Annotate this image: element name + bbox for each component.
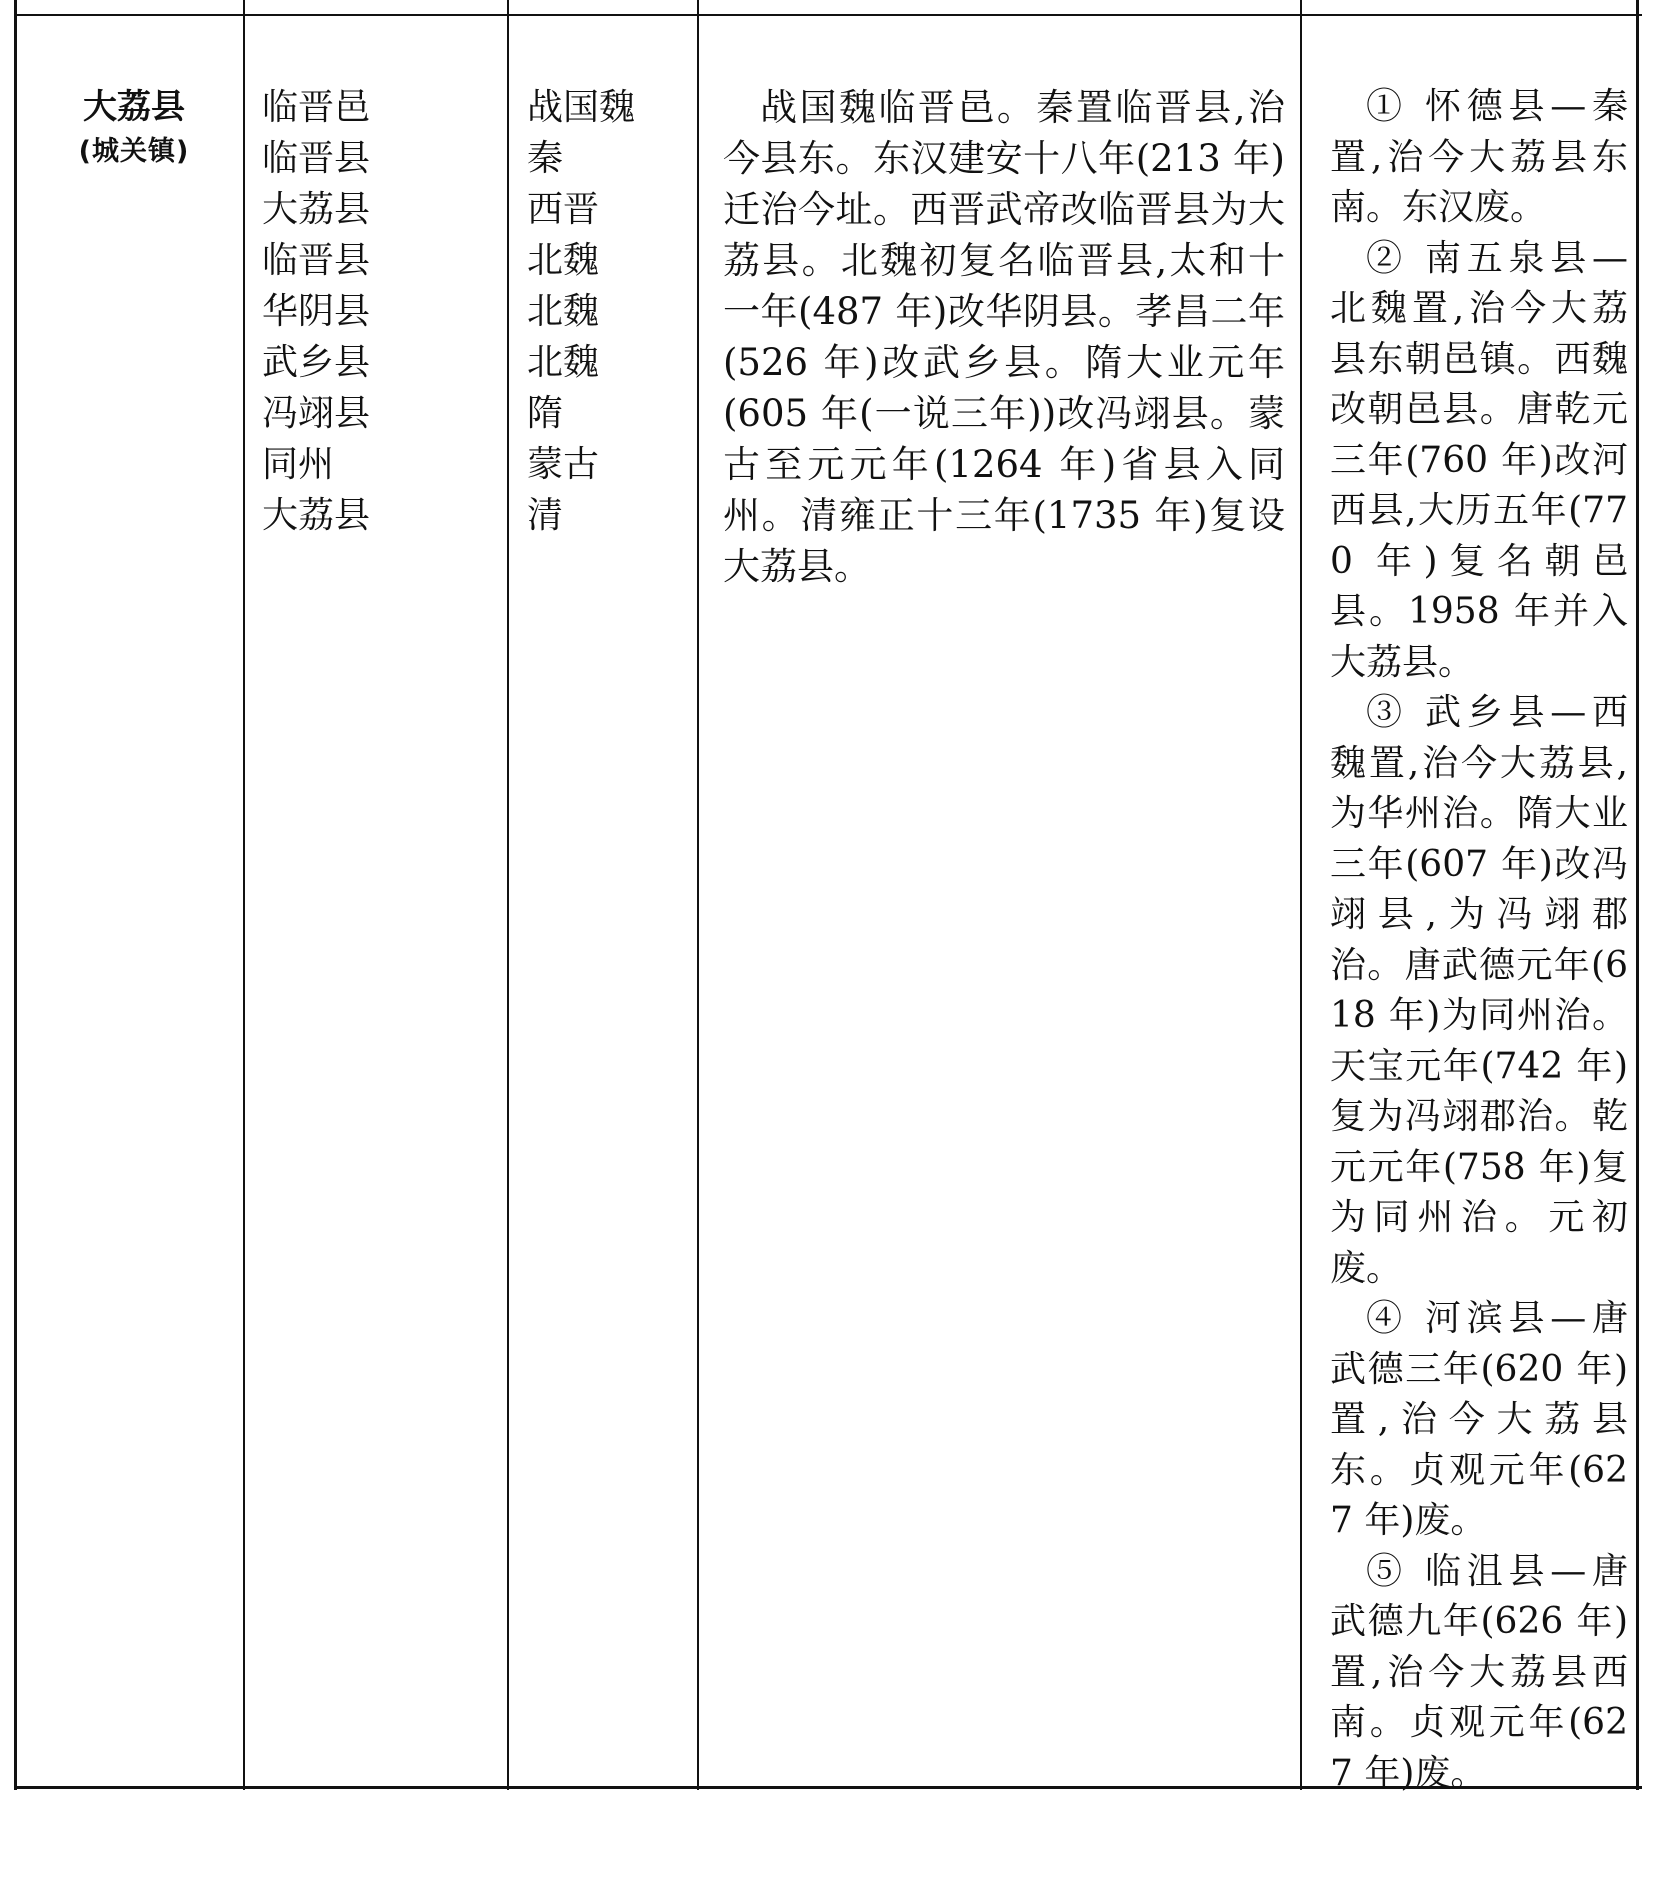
historical-name: 同州 <box>262 444 335 485</box>
historical-name: 临晋县 <box>262 240 371 281</box>
notes-cell <box>1330 0 1628 1882</box>
dynasty: 北魏 <box>527 342 600 383</box>
dynasty: 清 <box>527 495 564 536</box>
dynasty: 秦 <box>527 138 564 179</box>
dynasty: 北魏 <box>527 291 600 332</box>
column-divider-4 <box>1300 0 1302 1790</box>
dynasty: 北魏 <box>527 240 600 281</box>
note-item: ① 怀德县—秦置,治今大荔县东南。东汉废。 <box>1330 86 1628 228</box>
note-item: ⑤ 临沮县—唐武德九年(626 年)置,治今大荔县西南。贞观元年(627 年)废。 <box>1330 1550 1628 1794</box>
note-item: ④ 河滨县—唐武德三年(620 年)置,治今大荔县东。贞观元年(627 年)废。 <box>1330 1298 1628 1541</box>
column-divider-2 <box>507 0 509 1790</box>
table-right-border <box>1636 0 1639 1790</box>
history-text: 战国魏临晋邑。秦置临晋县,治今县东。东汉建安十八年(213 年)迁治今址。西晋武帝改临晋县为大荔县。北魏初复名临晋县,太和十一年(487 年)改华阴县。孝昌二年(526 年)改武乡县。隋大业元年(605 年(一说三年))改冯翊县。蒙古至元元年(1264 年)省县入同州。清雍正十三年(1735 年)复设大荔县。 <box>723 86 1285 588</box>
dynasty: 战国魏 <box>527 87 636 128</box>
historical-name: 冯翊县 <box>262 393 371 434</box>
table-left-border <box>14 0 17 1790</box>
dynasty: 隋 <box>527 393 564 434</box>
county-seat: (城关镇) <box>78 136 190 167</box>
note-item: ② 南五泉县—北魏置,治今大荔县东朝邑镇。西魏改朝邑县。唐乾元三年(760 年)改河西县,大历五年(770 年)复名朝邑县。1958 年并入大荔县。 <box>1330 237 1628 683</box>
historical-name: 临晋邑 <box>262 87 371 128</box>
county-name: 大荔县 <box>83 87 185 127</box>
column-divider-3 <box>697 0 699 1790</box>
dynasty: 蒙古 <box>527 444 600 485</box>
historical-name: 武乡县 <box>262 342 371 383</box>
historical-name: 大荔县 <box>262 495 371 536</box>
historical-name: 临晋县 <box>262 138 371 179</box>
historical-name: 大荔县 <box>262 189 371 230</box>
history-cell <box>723 0 1285 1882</box>
county-name-cell <box>24 0 244 1882</box>
dynasty-cell <box>527 0 697 1882</box>
dynasty: 西晋 <box>527 189 600 230</box>
historical-names-cell <box>262 0 502 1882</box>
historical-name: 华阴县 <box>262 291 371 332</box>
note-item: ③ 武乡县—西魏置,治今大荔县,为华州治。隋大业三年(607 年)改冯翊县,为冯翊郡治。唐武德元年(618 年)为同州治。天宝元年(742 年)复为冯翊郡治。乾元元年(758 年)复为同州治。元初废。 <box>1330 692 1628 1289</box>
